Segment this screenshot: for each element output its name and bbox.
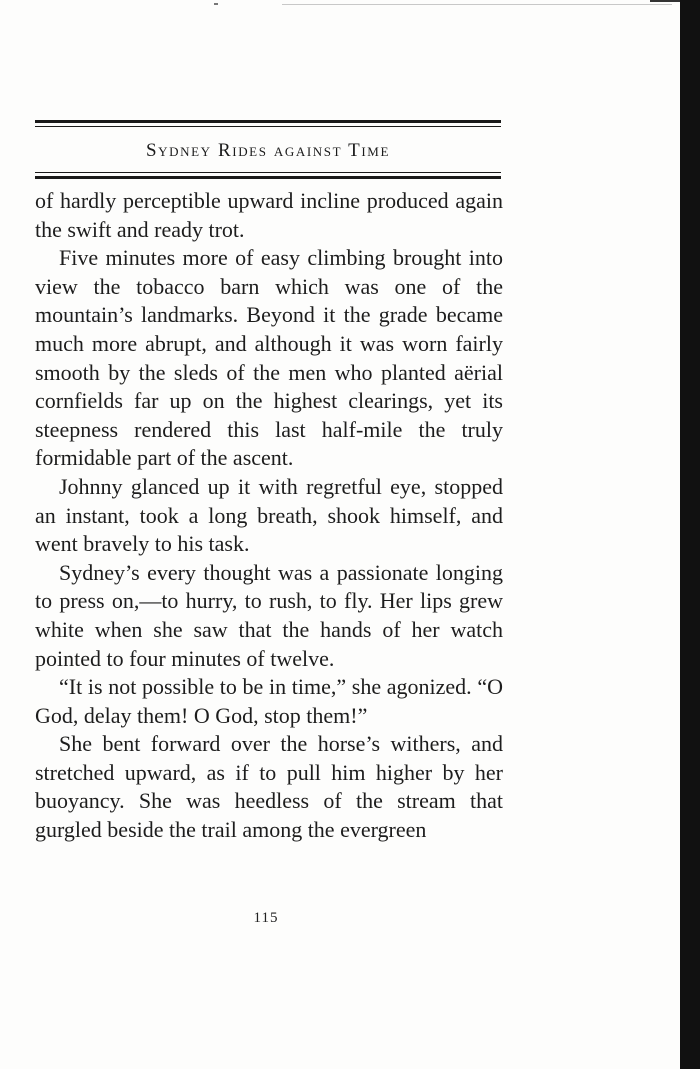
paragraph: Sydney’s every thought was a passionate longing to press on,—to hurry, to rush, to fly. Her lips grew white when she saw that the hands of her watch pointed to four minutes of twelve.: [35, 559, 503, 671]
paragraph: Five minutes more of easy climbing brought into view the tobacco barn which was one of the mountain’s landmarks. Beyond it the grade became much more abrupt, and although it was worn fairly smooth by the sleds of the men who planted aërial cornfields far up on the highest clearings, yet its steepness rendered this last half-mile the truly formidable part of the ascent.: [35, 245, 503, 471]
paragraph: “It is not possible to be in time,” she agonized. “O God, delay them! O God, stop them!”: [35, 674, 503, 728]
paragraph: of hardly perceptible upward incline produced again the swift and ready trot.: [35, 188, 503, 242]
body-text: [35, 187, 503, 845]
running-header: [35, 120, 501, 179]
paragraph: Johnny glanced up it with regretful eye, stopped an instant, took a long breath, shook himself, and went bravely to his task.: [35, 473, 503, 557]
paragraph: She bent forward over the horse’s withers, and stretched upward, as if to pull him higher by her buoyancy. She was heedless of the stream that gurgled beside the trail among the evergreen: [35, 731, 503, 843]
page-number: 115: [253, 910, 279, 926]
header-bottom-rule: [35, 172, 501, 179]
scan-edge-line: [282, 4, 672, 5]
header-title: Sydney Rides against Time: [145, 140, 391, 161]
spine-edge: [650, 0, 680, 12]
header-top-rule: [35, 120, 501, 127]
book-spine-shadow: [680, 0, 700, 1069]
scan-mark: [214, 3, 218, 5]
